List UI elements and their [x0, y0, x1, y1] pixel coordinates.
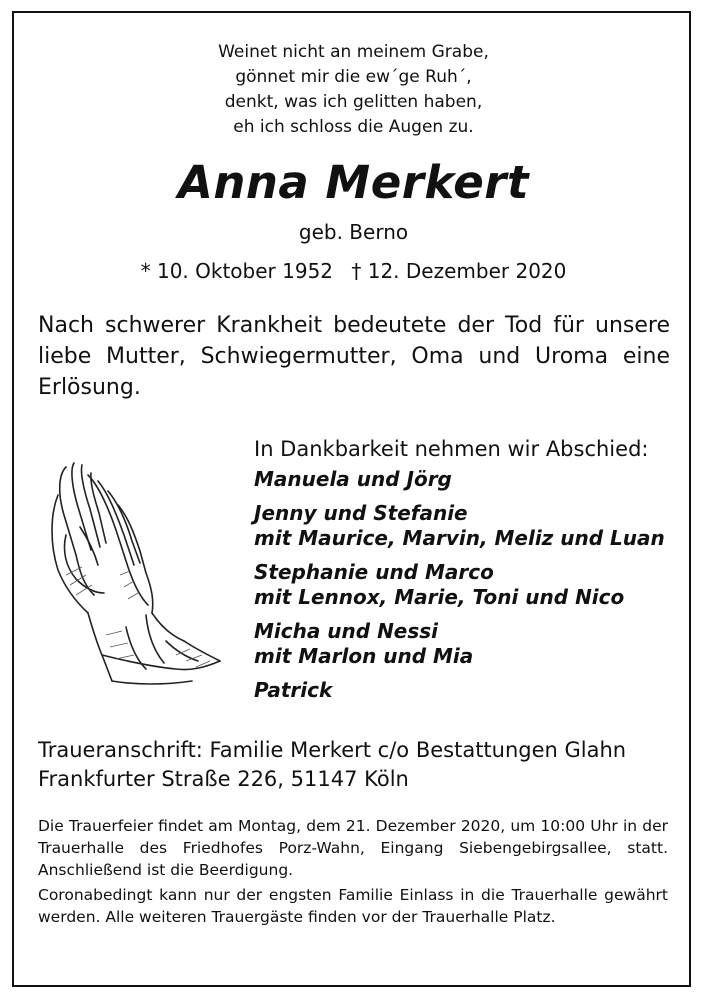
- deceased-name: Anna Merkert: [178, 156, 529, 209]
- mourner-group: [254, 619, 674, 669]
- mourner-group: [254, 467, 674, 492]
- corona-info: Coronabedingt kann nur der engsten Familie Einlass in die Trauerhalle gewährt werden. Alle weiteren Trauergäste finden vor der Trauerhalle Platz.: [38, 886, 668, 926]
- funeral-details: [38, 815, 668, 931]
- poem-line: gönnet mir die ew´ge Ruh´,: [235, 67, 472, 87]
- praying-hands-icon: [36, 455, 236, 690]
- mourner-line: mit Marlon und Mia: [254, 644, 474, 668]
- birth-date: * 10. Oktober 1952: [140, 259, 334, 283]
- mourner-line: Patrick: [254, 678, 333, 702]
- intro-text: Nach schwerer Krankheit bedeutete der Tod für unsere liebe Mutter, Schwiegermutter, Oma und Uroma eine Erlösung.: [38, 313, 670, 400]
- mourner-line: Manuela und Jörg: [254, 467, 452, 491]
- mourner-line: mit Lennox, Marie, Toni und Nico: [254, 585, 625, 609]
- mourning-address: [38, 736, 678, 794]
- poem-line: eh ich schloss die Augen zu.: [233, 117, 474, 137]
- death-date: † 12. Dezember 2020: [351, 259, 567, 283]
- birth-name: geb. Berno: [298, 220, 409, 244]
- mourner-line: Jenny und Stefanie: [254, 501, 468, 525]
- poem-line: Weinet nicht an meinem Grabe,: [218, 42, 489, 62]
- address-line: Traueranschrift: Familie Merkert c/o Bestattungen Glahn: [38, 738, 627, 762]
- poem: [0, 40, 707, 140]
- mourner-line: Micha und Nessi: [254, 619, 439, 643]
- mourner-group: [254, 560, 674, 610]
- mourner-group: [254, 501, 674, 551]
- mourners-section: [254, 434, 674, 712]
- mourner-group: [254, 678, 674, 703]
- poem-line: denkt, was ich gelitten haben,: [224, 92, 483, 112]
- mourner-line: Stephanie und Marco: [254, 560, 494, 584]
- mourner-line: mit Maurice, Marvin, Meliz und Luan: [254, 526, 665, 550]
- address-line: Frankfurter Straße 226, 51147 Köln: [38, 767, 409, 791]
- funeral-info: Die Trauerfeier findet am Montag, dem 21. Dezember 2020, um 10:00 Uhr in der Trauerhalle des Friedhofes Porz-Wahn, Eingang Siebengebirgsallee, statt. Anschließend ist die Beerdigung.: [38, 817, 668, 879]
- life-dates: [0, 259, 707, 283]
- mourners-heading: In Dankbarkeit nehmen wir Abschied:: [254, 437, 649, 461]
